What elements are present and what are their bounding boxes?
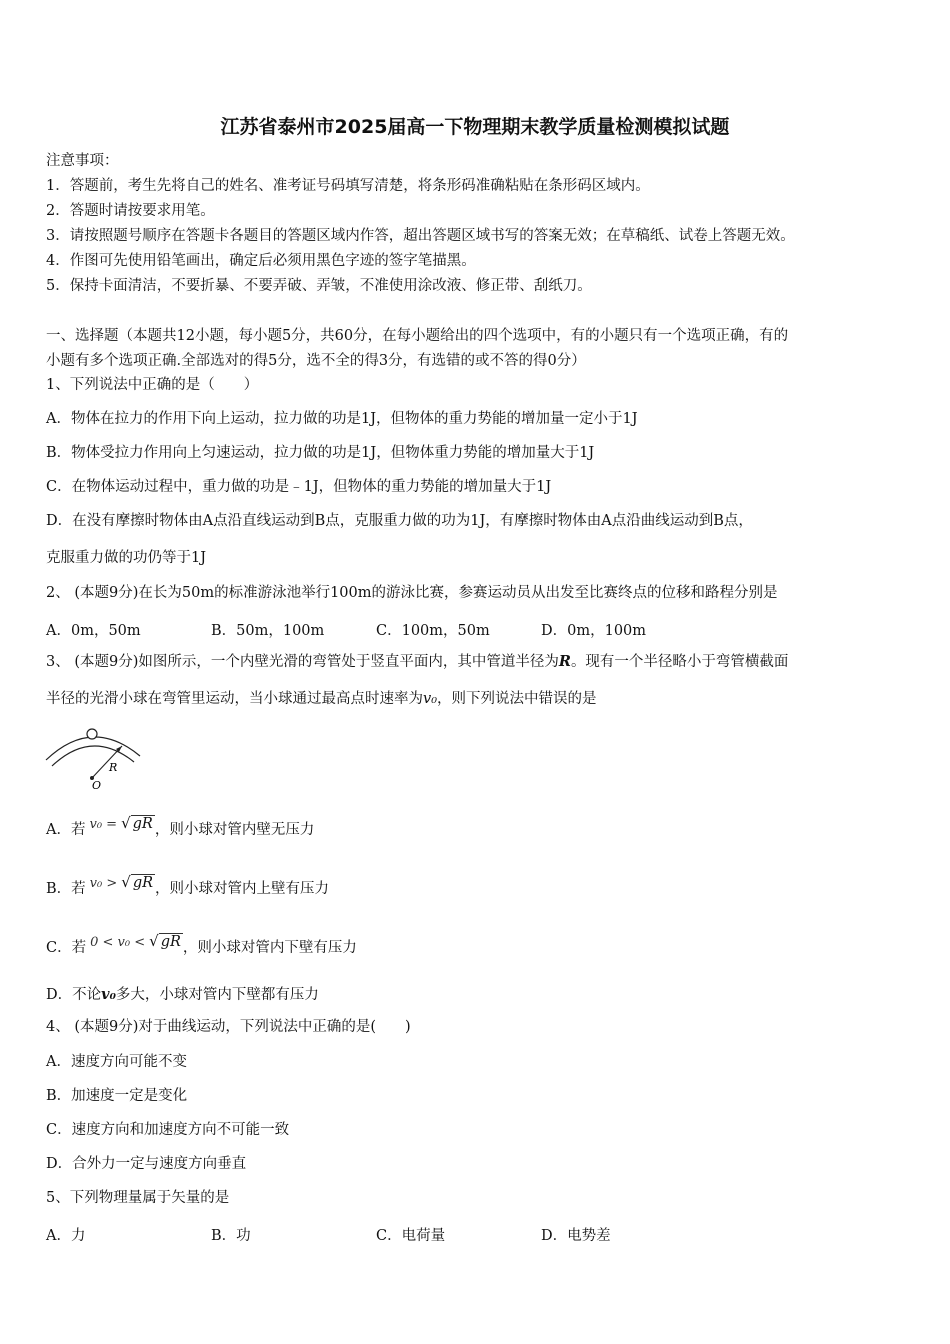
q2-option-d: D．0m，100m [541, 623, 647, 639]
q1-option-d-cont: 克服重力做的功仍等于1J [46, 550, 207, 566]
notice-item: 4．作图可先使用铅笔画出，确定后必须用黑色字迹的签字笔描黑。 [46, 253, 476, 269]
q2-option-a: A．0m，50m [46, 623, 141, 639]
notice-heading: 注意事项： [46, 153, 119, 169]
q2-stem: 2、 (本题9分)在长为50m的标准游泳池举行100m的游泳比赛，参赛运动员从出发至比赛终点的位移和路程分别是 [46, 585, 778, 601]
q2-option-c: C．100m，50m [376, 623, 490, 639]
q3-option-d: D．不论v₀多大，小球对管内下壁都有压力 [46, 986, 319, 1003]
q5-option-d: D．电势差 [541, 1228, 611, 1244]
notice-item: 1．答题前，考生先将自己的姓名、准考证号码填写清楚，将条形码准确粘贴在条形码区域内。 [46, 178, 650, 194]
q4-option-b: B．加速度一定是变化 [46, 1088, 188, 1104]
q5-option-c: C．电荷量 [376, 1228, 446, 1244]
q3-option-b: B．若 v₀ > √ gR ，则小球对管内上壁有压力 [46, 873, 330, 897]
q1-option-d: D．在没有摩擦时物体由A点沿直线运动到B点，克服重力做的功为1J，有摩擦时物体由A点沿曲线运动到B点， [46, 513, 753, 529]
tube-inner-wall [52, 746, 134, 766]
q5-stem: 5、下列物理量属于矢量的是 [46, 1190, 230, 1206]
q5-options [46, 1224, 611, 1245]
q2-option-b: B．50m，100m [211, 623, 325, 639]
center-label: O [92, 779, 102, 792]
notice-item: 3．请按照题号顺序在答题卡各题目的答题区域内作答，超出答题区域书写的答案无效；在草稿纸、试卷上答题无效。 [46, 228, 795, 244]
q3-option-a: A．若 v₀ = √ gR ，则小球对管内壁无压力 [46, 814, 315, 838]
q4-option-a: A．速度方向可能不变 [46, 1054, 187, 1070]
section-instructions-cont: 小题有多个选项正确.全部选对的得5分，选不全的得3分，有选错的或不答的得0分） [46, 353, 586, 369]
q1-option-a: A．物体在拉力的作用下向上运动，拉力做的功是1J，但物体的重力势能的增加量一定小于1J [46, 411, 638, 427]
radius-label: R [109, 761, 118, 774]
q4-option-d: D．合外力一定与速度方向垂直 [46, 1156, 247, 1172]
q4-option-c: C．速度方向和加速度方向不可能一致 [46, 1122, 290, 1138]
notice-item: 2．答题时请按要求用笔。 [46, 203, 215, 219]
radius-line [92, 746, 122, 778]
q5-option-a: A．力 [46, 1228, 86, 1244]
q1-option-b: B．物体受拉力作用向上匀速运动，拉力做的功是1J，但物体重力势能的增加量大于1J [46, 445, 595, 461]
notice-item: 5．保持卡面清洁，不要折暴、不要弄破、弄皱，不准使用涂改液、修正带、刮纸刀。 [46, 278, 592, 294]
page-title: 江苏省泰州市2025届高一下物理期末教学质量检测模拟试题 [220, 116, 730, 138]
q5-option-b: B．功 [211, 1228, 251, 1244]
q4-stem: 4、 (本题9分)对于曲线运动，下列说法中正确的是( ) [46, 1019, 411, 1035]
ball-icon [87, 729, 97, 739]
section-instructions: 一、选择题（本题共12小题，每小题5分，共60分，在每小题给出的四个选项中，有的小题只有一个选项正确，有的 [46, 328, 789, 344]
q2-options [46, 619, 646, 640]
bent-tube-figure [40, 722, 150, 792]
q1-stem: 1、下列说法中正确的是（ ） [46, 377, 259, 393]
q3-stem-cont: 半径的光滑小球在弯管里运动，当小球通过最高点时速率为v₀，则下列说法中错误的是 [46, 691, 597, 707]
q3-stem: 3、 (本题9分)如图所示，一个内壁光滑的弯管处于竖直平面内，其中管道半径为R。现有一个半径略小于弯管横截面 [46, 653, 789, 670]
q3-option-c: C．若 0 < v₀ < √ gR ，则小球对管内下壁有压力 [46, 932, 357, 956]
q1-option-c: C．在物体运动过程中，重力做的功是﹣1J，但物体的重力势能的增加量大于1J [46, 479, 552, 495]
